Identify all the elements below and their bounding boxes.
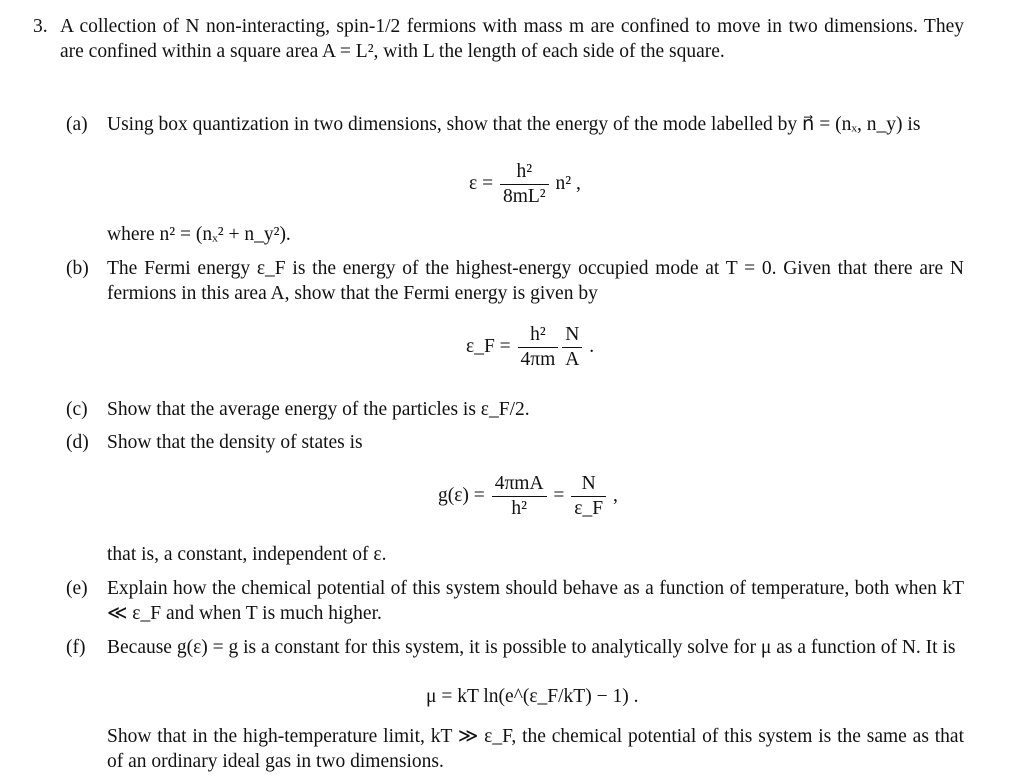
part-f-after <box>107 724 964 774</box>
part-d-label: (d) <box>66 432 89 453</box>
part-d-eq-end: , <box>612 484 618 506</box>
problem-number: 3. <box>33 16 48 37</box>
part-b-statement: The Fermi energy ε_F is the energy of the highest-energy occupied mode at T = 0. Given that there are N fermions in this area A, show that the Fermi energy is given by <box>107 258 964 304</box>
problem-intro <box>60 14 964 64</box>
part-b-eq-lhs: ε_F = <box>466 335 511 357</box>
part-b-eq-denominator-2: A <box>565 349 580 370</box>
part-f-text <box>107 635 964 660</box>
part-b-eq-numerator-2: N <box>562 323 582 348</box>
part-d-after: that is, a constant, independent of ε. <box>107 544 387 565</box>
problem-intro-text: A collection of N non-interacting, spin-1/2 fermions with mass m are confined to move in two dimensions. They are confined within a square area A = L², with L the length of each side of the square. <box>60 16 964 62</box>
part-a-eq-numerator: h² <box>500 160 549 185</box>
part-b-equation <box>466 323 594 372</box>
part-d-eq-fraction-2 <box>571 472 606 521</box>
part-d-eq-lhs: g(ε) = <box>438 484 485 506</box>
part-a-text <box>107 112 964 137</box>
part-d-eq-denominator-1: h² <box>511 498 527 519</box>
part-d-eq-mid: = <box>553 484 565 506</box>
part-e-text <box>107 576 964 626</box>
part-a-eq-denominator: 8mL² <box>502 186 546 207</box>
part-d-text: Show that the density of states is <box>107 432 363 453</box>
part-d-eq-numerator-2: N <box>571 472 606 497</box>
part-a-eq-rhs: n² , <box>555 172 581 194</box>
part-b-eq-denominator-1: 4πm <box>520 349 556 370</box>
part-d-eq-denominator-2: ε_F <box>574 498 604 519</box>
part-e-statement: Explain how the chemical potential of this system should behave as a function of temperature, both when kT ≪ ε_F and when T is much higher. <box>107 578 964 624</box>
part-f-statement: Because g(ε) = g is a constant for this system, it is possible to analytically solve for μ as a function of N. It is <box>107 637 956 658</box>
part-f-equation: μ = kT ln(e^(ε_F/kT) − 1) . <box>426 686 639 707</box>
part-d-eq-fraction-1 <box>492 472 547 521</box>
part-a-eq-fraction <box>500 160 549 209</box>
part-b-eq-fraction-2 <box>562 323 582 372</box>
part-b-text <box>107 256 964 306</box>
part-c-text: Show that the average energy of the particles is ε_F/2. <box>107 399 530 420</box>
part-b-label: (b) <box>66 258 89 279</box>
part-a-eq-lhs: ε = <box>469 172 494 194</box>
part-e-label: (e) <box>66 578 88 599</box>
part-a-equation <box>469 160 581 209</box>
part-c-label: (c) <box>66 399 88 420</box>
part-b-eq-fraction-1 <box>518 323 559 372</box>
part-a-after: where n² = (nₓ² + n_y²). <box>107 224 291 245</box>
part-b-eq-end: . <box>589 335 595 357</box>
part-f-after-text: Show that in the high-temperature limit, kT ≫ ε_F, the chemical potential of this system is the same as that of an ordinary ideal gas in two dimensions. <box>107 726 964 772</box>
part-a-label: (a) <box>66 114 88 135</box>
part-a-statement: Using box quantization in two dimensions, show that the energy of the mode labelled by n⃗ = (nₓ, n_y) is <box>107 114 921 135</box>
part-d-eq-numerator-1: 4πmA <box>492 472 547 497</box>
part-d-equation <box>438 472 618 521</box>
part-b-eq-numerator-1: h² <box>518 323 559 348</box>
part-f-label: (f) <box>66 637 86 658</box>
